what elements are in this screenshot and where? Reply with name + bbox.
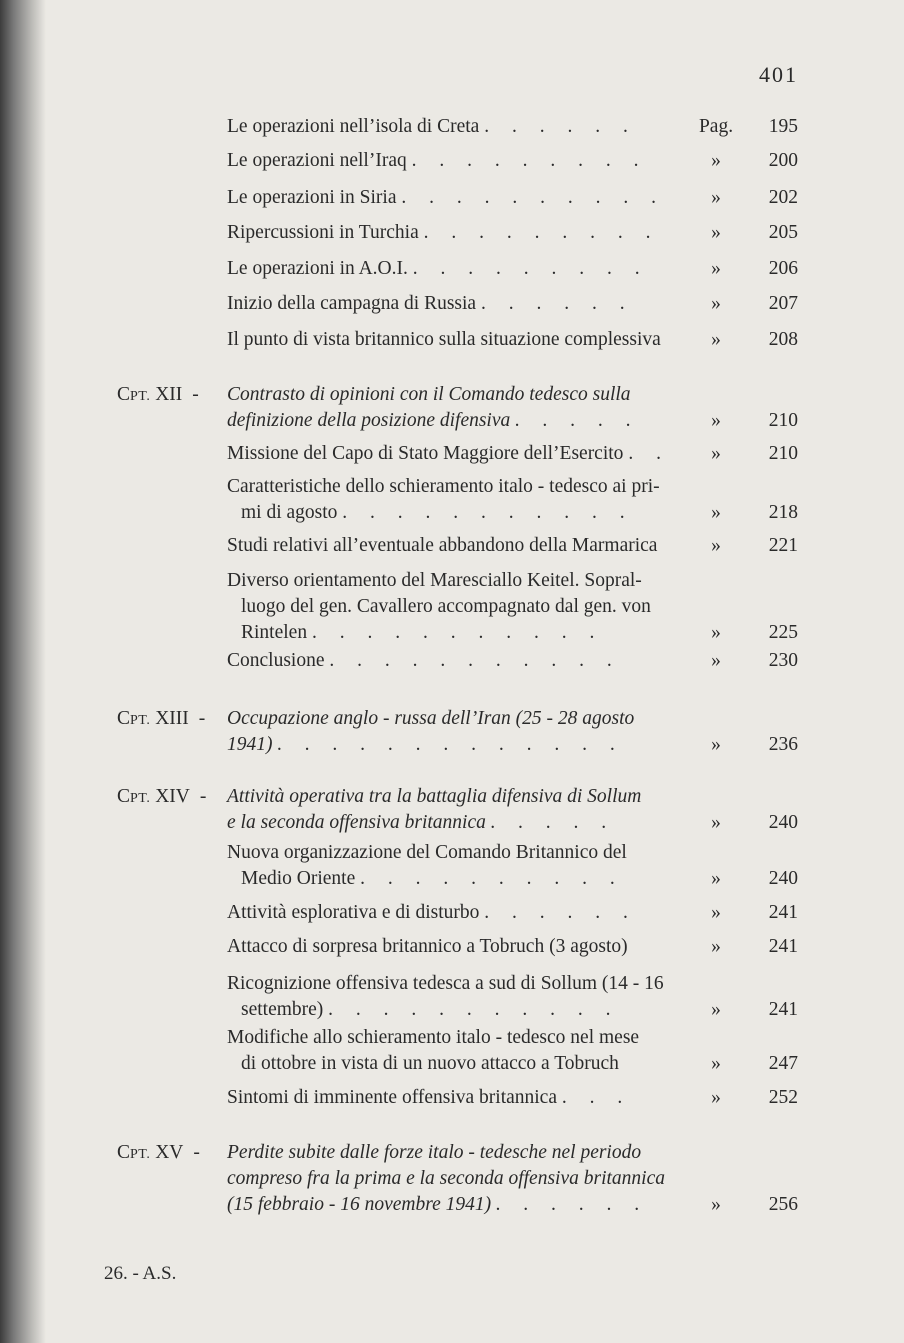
page-ref: 256 xyxy=(768,1194,798,1215)
chapter-label: CPT. XIV - xyxy=(117,786,207,807)
page-ref: 206 xyxy=(768,258,798,279)
page-ref: 205 xyxy=(768,222,798,243)
page-ref: 207 xyxy=(768,293,798,314)
page-ref: 241 xyxy=(768,902,798,923)
toc-entry-title: Attività esplorativa e di disturbo . . . . . . xyxy=(227,902,637,923)
toc-entry-title: Ricognizione offensiva tedesca a sud di Sollum (14 - 16 settembre) . . . . . . . . . . . xyxy=(227,973,664,1020)
ditto-mark: » xyxy=(711,410,721,431)
toc-entry-title: Conclusione . . . . . . . . . . . xyxy=(227,650,621,671)
toc-entry-title: Inizio della campagna di Russia . . . . . . xyxy=(227,293,634,314)
page-ref: 202 xyxy=(768,187,798,208)
chapter-title: Contrasto di opinioni con il Comando tedesco sulla definizione della posizione difensiva . . . . . xyxy=(227,384,641,431)
page-number: 401 xyxy=(759,62,798,87)
page-ref: 247 xyxy=(768,1053,798,1074)
ditto-mark: » xyxy=(711,868,721,889)
toc-entry-title: Attacco di sorpresa britannico a Tobruch (3 agosto) xyxy=(227,936,628,957)
ditto-mark: » xyxy=(711,1087,721,1108)
toc-entry-title: Le operazioni nell’isola di Creta . . . . . . xyxy=(227,116,637,137)
toc-entry-title: Le operazioni nell’Iraq . . . . . . . . . xyxy=(227,150,648,171)
printer-signature: 26. - A.S. xyxy=(104,1263,177,1284)
ditto-mark: » xyxy=(711,443,721,464)
ditto-mark: » xyxy=(711,812,721,833)
page-ref: 210 xyxy=(768,443,798,464)
ditto-mark: » xyxy=(711,187,721,208)
ditto-mark: » xyxy=(711,650,721,671)
page-ref: 218 xyxy=(768,502,798,523)
ditto-mark: » xyxy=(711,502,721,523)
toc-entry-title: Modifiche allo schieramento italo - tedesco nel mese di ottobre in vista di un nuovo attacco a Tobruch xyxy=(227,1027,640,1074)
page-ref: 200 xyxy=(768,150,798,171)
toc-entry-title: Nuova organizzazione del Comando Britannico del Medio Oriente . . . . . . . . . . xyxy=(227,842,627,889)
toc-entry-title: Le operazioni in A.O.I. . . . . . . . . . xyxy=(227,258,649,279)
page-ref: 236 xyxy=(768,734,798,755)
page-ref: 252 xyxy=(768,1087,798,1108)
ditto-mark: » xyxy=(711,329,721,350)
ditto-mark: » xyxy=(711,535,721,556)
page-ref: 241 xyxy=(768,936,798,957)
toc-entry-title: Ripercussioni in Turchia . . . . . . . . . xyxy=(227,222,660,243)
chapter-label: CPT. XV - xyxy=(117,1142,200,1163)
ditto-mark: » xyxy=(711,734,721,755)
page-ref: 208 xyxy=(768,329,798,350)
ditto-mark: » xyxy=(711,1053,721,1074)
page-ref: 241 xyxy=(768,999,798,1020)
ditto-mark: » xyxy=(711,258,721,279)
ditto-mark: » xyxy=(711,150,721,171)
page-ref: 195 xyxy=(768,116,798,137)
chapter-label: CPT. XII - xyxy=(117,384,199,405)
toc-entry-title: Il punto di vista britannico sulla situazione complessiva xyxy=(227,329,661,350)
page-ref: 240 xyxy=(768,868,798,889)
ditto-mark: » xyxy=(711,222,721,243)
page-ref: 210 xyxy=(768,410,798,431)
book-gutter-shadow xyxy=(0,0,46,1343)
chapter-label: CPT. XIII - xyxy=(117,708,206,729)
page-ref: 230 xyxy=(768,650,798,671)
toc-entry-title: Caratteristiche dello schieramento italo - tedesco ai pri- mi di agosto . . . . . . . . . . . xyxy=(227,476,660,523)
page-ref: 240 xyxy=(768,812,798,833)
ditto-mark: » xyxy=(711,902,721,923)
ditto-mark: » xyxy=(711,622,721,643)
toc-entry-title: Studi relativi all’eventuale abbandono della Marmarica xyxy=(227,535,658,556)
page-abbrev: Pag. xyxy=(698,116,734,137)
toc-entry-title: Missione del Capo di Stato Maggiore dell’Esercito . . xyxy=(227,443,670,464)
chapter-title: Attività operativa tra la battaglia difensiva di Sollum e la seconda offensiva britannica . . . . . xyxy=(227,786,642,833)
ditto-mark: » xyxy=(711,999,721,1020)
toc-entry-title: Sintomi di imminente offensiva britannica . . . xyxy=(227,1087,632,1108)
chapter-title: Occupazione anglo - russa dell’Iran (25 - 28 agosto 1941) . . . . . . . . . . . . . xyxy=(227,708,635,755)
ditto-mark: » xyxy=(711,293,721,314)
ditto-mark: » xyxy=(711,1194,721,1215)
toc-entry-title: Diverso orientamento del Maresciallo Keitel. Sopral- luogo del gen. Cavallero accompagnato dal gen. von Rintelen . . . . . . . . . . . xyxy=(227,570,651,643)
toc-entry-title: Le operazioni in Siria . . . . . . . . . . xyxy=(227,187,665,208)
page-ref: 225 xyxy=(768,622,798,643)
chapter-title: Perdite subite dalle forze italo - tedesche nel periodo compreso fra la prima e la seconda offensiva britannica (15 febbraio - 16 novembre 1941) . . . . . . xyxy=(227,1142,665,1215)
page-ref: 221 xyxy=(768,535,798,556)
ditto-mark: » xyxy=(711,936,721,957)
